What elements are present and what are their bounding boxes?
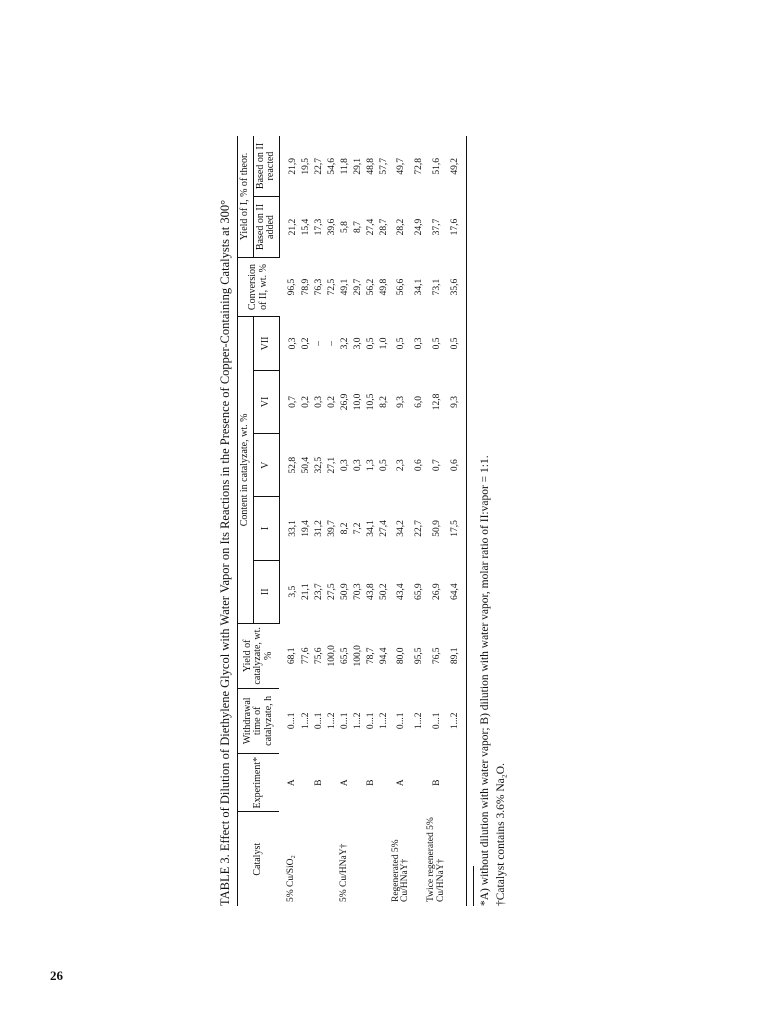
table-row: [364, 136, 377, 906]
cell-conv: 96,5: [287, 278, 298, 296]
page-number: 26: [50, 968, 63, 983]
cell-v: 0,6: [414, 459, 425, 472]
cell-i: 19,4: [300, 520, 311, 537]
table-row: [351, 136, 364, 906]
cell-catalyst: 5% Cu/HNaY†: [338, 843, 349, 902]
cell-vii: 0,5: [432, 337, 443, 350]
cell-vi: 0,3: [313, 396, 324, 408]
cell-i: 33,1: [287, 520, 298, 537]
table-body: [279, 136, 467, 906]
header-yield-catalyzate: Yield of catalyzate, wt. %: [238, 623, 280, 688]
header-col-V: V: [253, 434, 279, 497]
cell-conv: 72,5: [326, 278, 337, 296]
cell-reacted: 22,7: [313, 157, 324, 175]
cell-vii: 3,0: [352, 337, 363, 350]
cell-time: 0...1: [339, 712, 350, 730]
header-based-on-added: Based on II added: [253, 197, 279, 258]
cell-vii: 0,3: [287, 337, 298, 350]
cell-conv: 29,7: [352, 278, 363, 296]
cell-catalyst: [299, 812, 312, 906]
cell-vi: 0,2: [300, 396, 311, 408]
cell-ii: 64,4: [449, 560, 467, 623]
table-row: [377, 136, 390, 906]
cell-vi: 6,0: [414, 396, 425, 408]
cell-vii: 1,0: [378, 337, 389, 350]
table-caption: TABLE 3. Effect of Dilution of Diethylene Glycol with Water Vapor on Its Reactions in the Presence of Copper-Containing Catalysts at 300°: [218, 199, 232, 906]
cell-conv: 78,9: [300, 278, 311, 296]
cell-yield: 89,1: [449, 623, 467, 688]
cell-conv: 76,3: [313, 278, 324, 296]
cell-reacted: 54,6: [326, 157, 337, 175]
cell-time: 1...2: [352, 712, 363, 730]
cell-i: 34,1: [365, 520, 376, 537]
cell-v: 0,3: [339, 459, 350, 472]
cell-exp: [413, 753, 426, 812]
cell-i: 22,7: [414, 520, 425, 537]
cell-catalyst: Regenerated 5% Cu/HNaY†: [390, 839, 411, 902]
cell-exp: [325, 753, 338, 812]
table-row: [449, 136, 467, 906]
cell-reacted: 57,7: [378, 157, 389, 175]
table-row: [426, 136, 449, 906]
table-row: [299, 136, 312, 906]
cell-yield: 76,5: [432, 647, 443, 665]
cell-reacted: 49,7: [396, 157, 407, 175]
cell-added: 8,7: [352, 221, 363, 233]
cell-reacted: 11,8: [339, 158, 350, 175]
cell-time: 1...2: [449, 688, 467, 753]
header-experiment: Experiment*: [238, 753, 280, 812]
cell-yield: 65,5: [339, 647, 350, 665]
cell-vi: 9,3: [449, 370, 467, 433]
cell-reacted: 49,2: [449, 136, 467, 197]
header-col-VII: VII: [253, 317, 279, 371]
cell-v: 50,4: [300, 456, 311, 474]
cell-time: 0...1: [287, 712, 298, 730]
cell-time: 1...2: [300, 712, 311, 730]
cell-vi: 8,2: [378, 396, 389, 408]
cell-vii: –: [313, 341, 324, 346]
cell-reacted: 29,1: [352, 157, 363, 175]
cell-v: 0,7: [432, 459, 443, 472]
cell-exp: A: [287, 779, 298, 787]
cell-yield: 100,0: [326, 645, 337, 667]
cell-ii: 27,5: [326, 583, 337, 601]
cell-vi: 26,9: [339, 393, 350, 411]
cell-vi: 0,7: [287, 396, 298, 408]
cell-v: 0,5: [378, 459, 389, 472]
cell-time: 0...1: [365, 712, 376, 730]
cell-catalyst: 5% Cu/SiO₂: [286, 855, 297, 902]
cell-catalyst: [413, 812, 426, 906]
cell-ii: 50,9: [339, 583, 350, 601]
cell-yield: 80,0: [396, 647, 407, 665]
cell-i: 31,2: [313, 520, 324, 537]
cell-reacted: 72,8: [414, 157, 425, 175]
cell-reacted: 51,6: [432, 157, 443, 175]
cell-yield: 94,4: [378, 647, 389, 665]
cell-yield: 95,5: [414, 647, 425, 665]
header-conversion: Conversion of II, wt. %: [238, 258, 280, 317]
cell-added: 21,2: [287, 218, 298, 236]
cell-v: 1,3: [365, 459, 376, 472]
cell-exp: [299, 753, 312, 812]
cell-time: 0...1: [432, 712, 443, 730]
cell-added: 37,7: [432, 218, 443, 236]
cell-v: 0,3: [352, 459, 363, 472]
cell-conv: 56,2: [365, 278, 376, 296]
cell-catalyst: [325, 812, 338, 906]
cell-vi: 0,2: [326, 396, 337, 408]
cell-ii: 43,4: [396, 583, 407, 601]
cell-vii: 0,5: [396, 337, 407, 350]
cell-vi: 12,8: [432, 393, 443, 411]
cell-i: 8,2: [339, 522, 350, 535]
table-row: [312, 136, 325, 906]
cell-ii: 70,3: [352, 583, 363, 601]
cell-vi: 10,5: [365, 393, 376, 411]
cell-yield: 100,0: [352, 645, 363, 667]
cell-exp: [449, 753, 467, 812]
cell-added: 5,8: [339, 221, 350, 233]
cell-i: 27,4: [378, 520, 389, 537]
cell-reacted: 19,5: [300, 157, 311, 175]
table-row: [279, 136, 299, 906]
cell-v: 2,3: [396, 459, 407, 472]
header-catalyst: Catalyst: [238, 812, 280, 906]
cell-catalyst: [351, 812, 364, 906]
cell-time: 1...2: [378, 712, 389, 730]
table-row: [390, 136, 413, 906]
cell-vii: –: [326, 341, 337, 346]
cell-conv: 35,6: [449, 258, 467, 317]
table-row: [338, 136, 351, 906]
cell-ii: 21,1: [300, 583, 311, 601]
table-row: [325, 136, 338, 906]
cell-exp: B: [365, 779, 376, 786]
cell-added: 28,2: [396, 218, 407, 236]
header-withdrawal-time: Withdrawal time of catalyzate, h: [238, 688, 280, 753]
cell-exp: A: [339, 779, 350, 787]
cell-time: 1...2: [326, 712, 337, 730]
cell-conv: 49,1: [339, 278, 350, 296]
cell-time: 1...2: [414, 712, 425, 730]
cell-time: 0...1: [396, 712, 407, 730]
cell-vii: 0,5: [365, 337, 376, 350]
cell-catalyst: [449, 812, 467, 906]
cell-catalyst: [377, 812, 390, 906]
header-col-VI: VI: [253, 370, 279, 433]
header-content-group: Content in catalyzate, wt. %: [238, 317, 254, 624]
cell-exp: [351, 753, 364, 812]
cell-i: 17,5: [449, 497, 467, 560]
cell-ii: 26,9: [432, 583, 443, 601]
cell-vi: 9,3: [396, 396, 407, 408]
cell-reacted: 48,8: [365, 157, 376, 175]
cell-catalyst: Twice regenerated 5% Cu/HNaY†: [426, 817, 447, 902]
cell-i: 7,2: [352, 522, 363, 535]
cell-yield: 68,1: [287, 647, 298, 665]
cell-conv: 34,1: [414, 278, 425, 296]
cell-added: 39,6: [326, 218, 337, 236]
cell-added: 17,6: [449, 197, 467, 258]
cell-i: 50,9: [432, 520, 443, 537]
cell-conv: 56,6: [396, 278, 407, 296]
cell-added: 17,3: [313, 218, 324, 236]
cell-ii: 43,8: [365, 583, 376, 601]
cell-time: 0...1: [313, 712, 324, 730]
cell-yield: 75,6: [313, 647, 324, 665]
header-yield-group: Yield of I, % of theor.: [238, 136, 254, 258]
cell-vi: 10,0: [352, 393, 363, 411]
table-block: [218, 96, 518, 906]
cell-i: 39,7: [326, 520, 337, 537]
header-col-I: I: [253, 497, 279, 560]
cell-ii: 50,2: [378, 583, 389, 601]
footnote-catalyst: †Catalyst contains 3.6% Na₂O.: [494, 763, 507, 906]
cell-catalyst: [312, 812, 325, 906]
cell-vii: 0,2: [300, 337, 311, 350]
footnotes: [473, 96, 509, 906]
footnote-rule: [473, 866, 474, 906]
cell-catalyst: [364, 812, 377, 906]
cell-reacted: 21,9: [287, 157, 298, 175]
cell-v: 52,8: [287, 456, 298, 474]
cell-added: 15,4: [300, 218, 311, 236]
cell-ii: 3,5: [287, 585, 298, 598]
cell-yield: 78,7: [365, 647, 376, 665]
cell-v: 27,1: [326, 456, 337, 474]
header-col-II: II: [253, 560, 279, 623]
table-row: [413, 136, 426, 906]
cell-vii: 0,5: [449, 317, 467, 371]
rotated-table-region: [218, 96, 759, 906]
cell-conv: 73,1: [432, 278, 443, 296]
cell-ii: 23,7: [313, 583, 324, 601]
cell-yield: 77,6: [300, 647, 311, 665]
data-table: [237, 136, 467, 906]
cell-added: 28,7: [378, 218, 389, 236]
cell-exp: [377, 753, 390, 812]
cell-ii: 65,9: [414, 583, 425, 601]
cell-conv: 49,8: [378, 278, 389, 296]
cell-vii: 3,2: [339, 337, 350, 350]
cell-v: 0,6: [449, 434, 467, 497]
cell-added: 24,9: [414, 218, 425, 236]
cell-exp: B: [313, 779, 324, 786]
cell-exp: A: [396, 779, 407, 787]
cell-added: 27,4: [365, 218, 376, 236]
cell-i: 34,2: [396, 520, 407, 537]
cell-exp: B: [432, 779, 443, 786]
cell-v: 32,5: [313, 456, 324, 474]
footnote-experiment: *A) without dilution with water vapor; B) dilution with water vapor, molar ratio of II:vapor = 1:1.: [479, 455, 492, 906]
header-based-on-reacted: Based on II reacted: [253, 136, 279, 197]
cell-vii: 0,3: [414, 337, 425, 350]
